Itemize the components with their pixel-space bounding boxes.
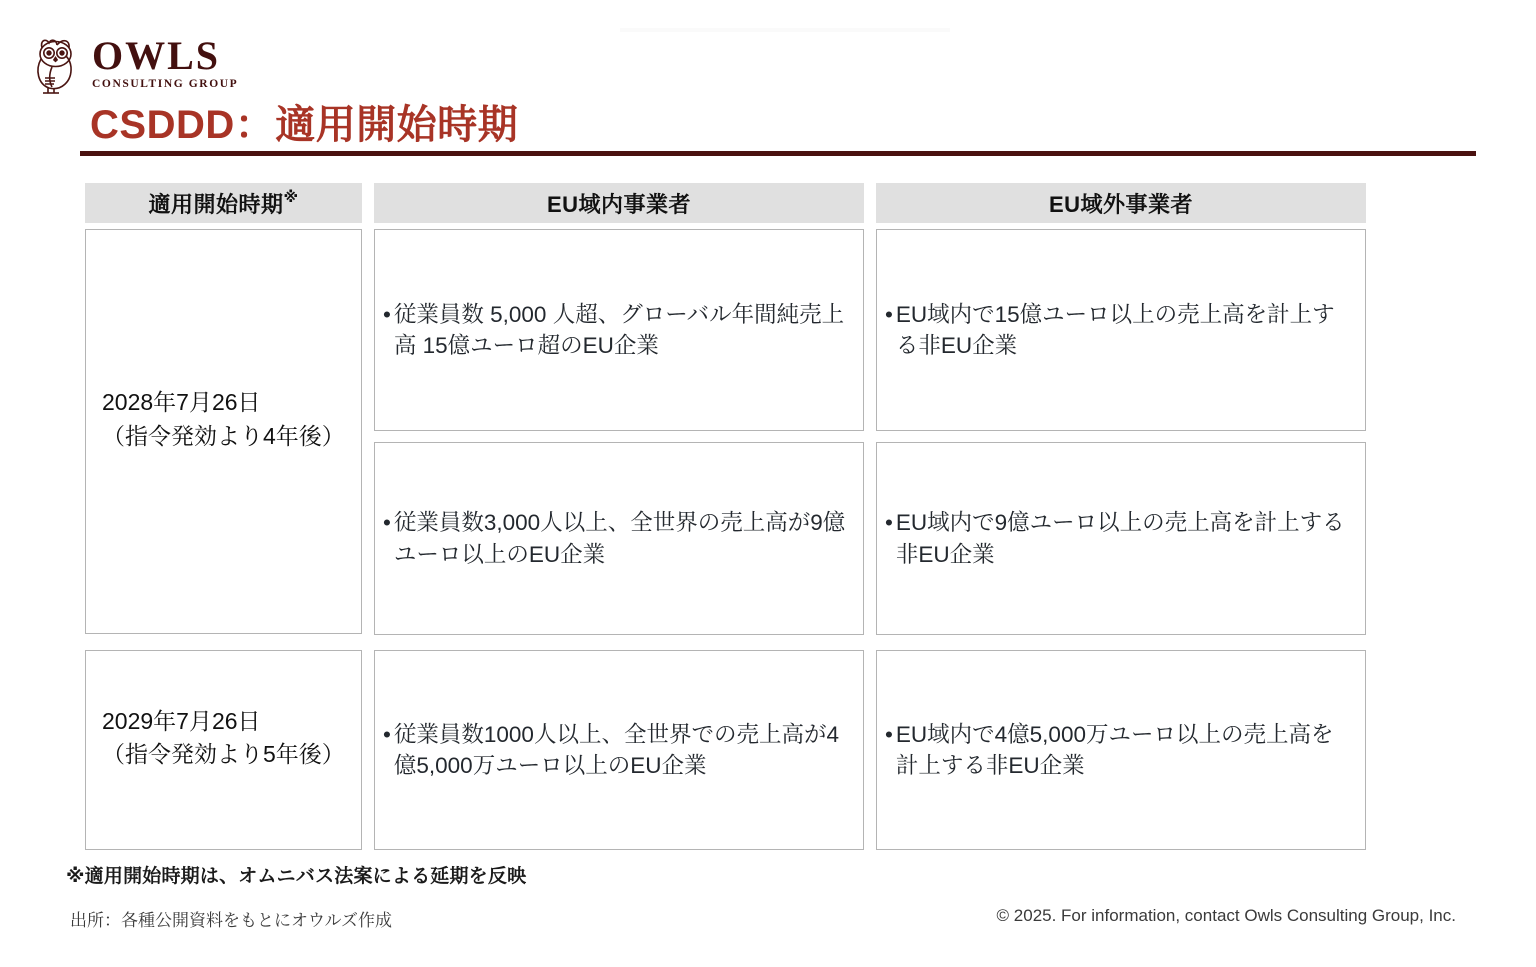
timing-date-2028: 2028年7月26日 bbox=[102, 389, 261, 416]
table-body bbox=[85, 229, 1366, 897]
bullet-text: 従業員数 5,000 人超、グローバル年間純売上高 15億ユーロ超のEU企業 bbox=[393, 301, 845, 358]
title-divider bbox=[80, 151, 1476, 156]
brand-tagline: CONSULTING GROUP bbox=[92, 78, 239, 90]
owls-logo bbox=[30, 34, 270, 96]
bullet-item bbox=[885, 299, 1351, 361]
cell-eu-external-row3 bbox=[876, 650, 1366, 850]
cell-eu-internal-row1 bbox=[374, 229, 864, 431]
column-header-eu-external bbox=[876, 183, 1366, 223]
top-edge-artifact bbox=[620, 28, 950, 32]
brand-name: OWLS bbox=[92, 33, 221, 78]
source-note: 出所：各種公開資料をもとにオウルズ作成 bbox=[70, 911, 392, 930]
column-header-timing-label: 適用開始時期 bbox=[148, 191, 284, 217]
cell-eu-internal-row2 bbox=[374, 442, 864, 635]
bullet-item bbox=[885, 719, 1351, 781]
column-header-eu-internal-label: EU域内事業者 bbox=[546, 191, 692, 217]
page-title: CSDDD：適用開始時期 bbox=[90, 103, 519, 147]
timing-cell-2028 bbox=[85, 229, 362, 634]
bullet-text: EU域内で4億5,000万ユーロ以上の売上高を計上する非EU企業 bbox=[895, 721, 1334, 778]
bullet-text: 従業員数3,000人以上、全世界の売上高が9億ユーロ以上のEU企業 bbox=[393, 510, 846, 567]
copyright-note: © 2025. For information, contact Owls Consulting Group, Inc. bbox=[996, 906, 1456, 925]
bullet-text: EU域内で9億ユーロ以上の売上高を計上する非EU企業 bbox=[895, 510, 1345, 567]
table-header-row bbox=[85, 183, 1366, 223]
bullet-icon: • bbox=[885, 510, 893, 536]
owl-icon bbox=[30, 34, 86, 96]
bullet-icon: • bbox=[383, 301, 391, 327]
bullet-item bbox=[383, 299, 849, 361]
column-header-timing-superscript: ※ bbox=[283, 189, 299, 206]
bullet-icon: • bbox=[885, 721, 893, 747]
timing-cell-2029 bbox=[85, 650, 362, 850]
cell-eu-external-row1 bbox=[876, 229, 1366, 431]
timing-date-2029: 2029年7月26日 bbox=[102, 707, 261, 734]
column-header-eu-internal bbox=[374, 183, 864, 223]
bullet-text: 従業員数1000人以上、全世界での売上高が4億5,000万ユーロ以上のEU企業 bbox=[393, 721, 839, 778]
bullet-icon: • bbox=[383, 721, 391, 747]
bullet-text: EU域内で15億ユーロ以上の売上高を計上する非EU企業 bbox=[895, 301, 1335, 358]
column-header-eu-external-label: EU域外事業者 bbox=[1048, 191, 1194, 217]
timing-note-2028: （指令発効より4年後） bbox=[102, 422, 345, 449]
timing-note-2029: （指令発効より5年後） bbox=[102, 741, 345, 767]
bullet-icon: • bbox=[885, 301, 893, 327]
column-header-timing bbox=[85, 183, 362, 223]
bullet-item bbox=[383, 719, 849, 781]
cell-eu-internal-row3 bbox=[374, 650, 864, 850]
bullet-icon: • bbox=[383, 510, 391, 536]
footnote: ※適用開始時期は、オムニバス法案による延期を反映 bbox=[66, 866, 527, 887]
bullet-item bbox=[383, 507, 849, 569]
cell-eu-external-row2 bbox=[876, 442, 1366, 635]
applicability-table bbox=[85, 183, 1366, 897]
bullet-item bbox=[885, 507, 1351, 569]
